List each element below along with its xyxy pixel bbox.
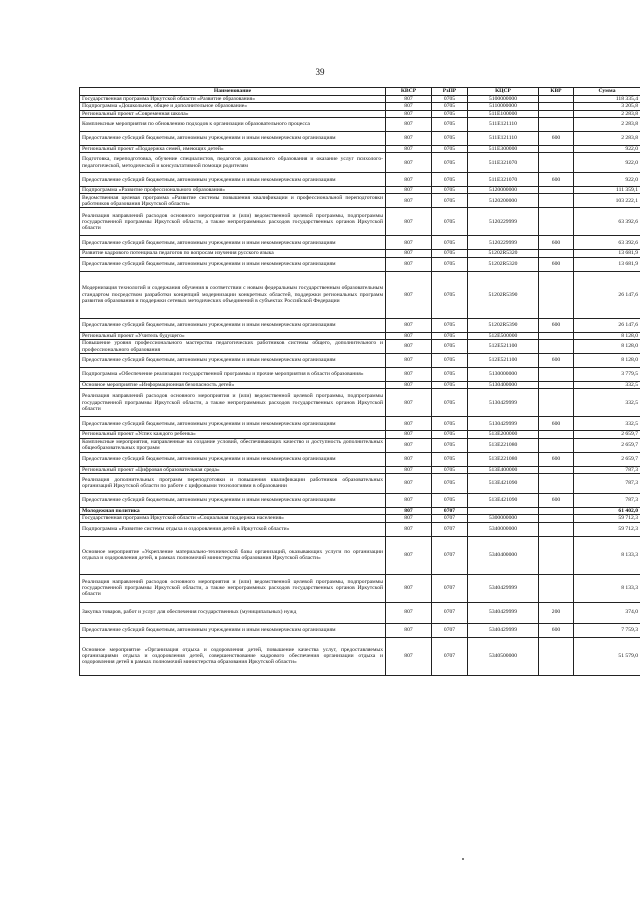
cell-kvr: [539, 522, 574, 536]
cell-name: Предоставление субсидий бюджетным, автономным учреждениям и иным некоммерческим организациям: [80, 623, 386, 637]
table-row: [80, 515, 640, 522]
cell-rzpr: 0705: [432, 340, 468, 354]
cell-name: Предоставление субсидий бюджетным, автономным учреждениям и иным некоммерческим организациям: [80, 318, 386, 332]
cell-name: Предоставление субсидий бюджетным, автономным учреждениям и иным некоммерческим организациям: [80, 493, 386, 507]
table-row: [80, 438, 640, 452]
cell-kcsr: 5130429999: [468, 389, 539, 417]
cell-kvr: 600: [539, 452, 574, 466]
cell-kvsr: 807: [386, 173, 432, 187]
cell-sum: 922,0: [574, 145, 640, 152]
cell-kvsr: 807: [386, 438, 432, 452]
cell-name: Молодежная политика: [80, 507, 386, 514]
table-row: [80, 507, 640, 514]
cell-rzpr: 0705: [432, 332, 468, 339]
cell-rzpr: 0705: [432, 368, 468, 382]
cell-kvr: [539, 110, 574, 117]
cell-kvsr: 807: [386, 368, 432, 382]
cell-name: Реализация дополнительных программ переподготовки и повышения квалификации работников образовательных организаций Иркутской области по работе с цифровыми технологиями в образовании: [80, 473, 386, 493]
cell-name: Подпрограмма «Развитие системы отдыха и оздоровления детей в Иркутской области»: [80, 522, 386, 536]
cell-kvr: 600: [539, 173, 574, 187]
table-row: [80, 354, 640, 368]
cell-kvsr: 807: [386, 354, 432, 368]
cell-kcsr: 513E221080: [468, 438, 539, 452]
page-number: 39: [315, 67, 325, 77]
cell-kvsr: 807: [386, 417, 432, 431]
cell-kvr: [539, 145, 574, 152]
cell-kvsr: 807: [386, 452, 432, 466]
cell-name: Комплексные мероприятия по обновлению подходов к организации образовательного процесса: [80, 117, 386, 131]
cell-kvr: [539, 250, 574, 257]
cell-rzpr: 0705: [432, 473, 468, 493]
cell-kvr: [539, 637, 574, 675]
cell-rzpr: 0707: [432, 522, 468, 536]
cell-name: Подпрограмма «Развитие профессионального образования»: [80, 187, 386, 194]
header-name: Наименование: [80, 88, 386, 96]
table-row: [80, 145, 640, 152]
cell-sum: 3 779,5: [574, 368, 640, 382]
cell-kcsr: 51202R5390: [468, 271, 539, 318]
cell-kcsr: 513E421090: [468, 493, 539, 507]
cell-rzpr: 0705: [432, 382, 468, 389]
cell-rzpr: 0705: [432, 250, 468, 257]
cell-name: Региональный проект «Современная школа»: [80, 110, 386, 117]
cell-sum: 111 359,1: [574, 187, 640, 194]
cell-kvr: 600: [539, 257, 574, 271]
cell-name: Основное мероприятие «Укрепление материально-технической базы организаций, оказывающих услуги по организации отдыха и оздоровления детей, в рамках полномочий министерства образования Иркутской области»: [80, 536, 386, 574]
cell-kcsr: 511E121110: [468, 131, 539, 145]
cell-kvsr: 807: [386, 522, 432, 536]
cell-name: Предоставление субсидий бюджетным, автономным учреждениям и иным некоммерческим организациям: [80, 257, 386, 271]
table-row: [80, 194, 640, 208]
cell-kcsr: 5130000000: [468, 368, 539, 382]
cell-sum: 59 712,3: [574, 522, 640, 536]
cell-kvr: [539, 438, 574, 452]
cell-kvr: 600: [539, 354, 574, 368]
table-row: [80, 431, 640, 438]
header-kvr: КВР: [539, 88, 574, 96]
cell-kcsr: 511E121110: [468, 117, 539, 131]
cell-sum: 59 712,3: [574, 515, 640, 522]
cell-name: Региональный проект «Учитель будущего»: [80, 332, 386, 339]
cell-name: Основное мероприятие «Информационная безопасность детей»: [80, 382, 386, 389]
table-row: [80, 536, 640, 574]
cell-kvr: [539, 271, 574, 318]
cell-kvr: [539, 473, 574, 493]
cell-kvsr: 807: [386, 257, 432, 271]
cell-kvsr: 807: [386, 507, 432, 514]
cell-kcsr: 5100000000: [468, 96, 539, 103]
cell-rzpr: 0705: [432, 187, 468, 194]
cell-sum: 2 283,8: [574, 131, 640, 145]
cell-kvsr: 807: [386, 574, 432, 602]
cell-sum: 3 205,8: [574, 103, 640, 110]
cell-kvr: 600: [539, 493, 574, 507]
cell-rzpr: 0705: [432, 493, 468, 507]
cell-rzpr: 0705: [432, 117, 468, 131]
cell-kvr: 600: [539, 417, 574, 431]
cell-sum: 13 681,9: [574, 257, 640, 271]
cell-rzpr: 0705: [432, 431, 468, 438]
table-row: [80, 271, 640, 318]
cell-kcsr: [468, 507, 539, 514]
cell-kvsr: 807: [386, 96, 432, 103]
table-row: [80, 466, 640, 473]
cell-kvsr: 807: [386, 382, 432, 389]
cell-rzpr: 0705: [432, 417, 468, 431]
cell-rzpr: 0707: [432, 536, 468, 574]
cell-kvsr: 807: [386, 493, 432, 507]
cell-rzpr: 0705: [432, 145, 468, 152]
cell-sum: 103 222,1: [574, 194, 640, 208]
table-row: [80, 250, 640, 257]
cell-sum: 118 335,4: [574, 96, 640, 103]
cell-name: Государственная программа Иркутской области «Развитие образования»: [80, 96, 386, 103]
cell-sum: 787,3: [574, 493, 640, 507]
cell-kvr: 200: [539, 602, 574, 623]
cell-kvr: [539, 536, 574, 574]
cell-sum: 332,5: [574, 389, 640, 417]
cell-name: Региональный проект «Успех каждого ребенка»: [80, 431, 386, 438]
table-row: [80, 236, 640, 250]
cell-kcsr: 512E500000: [468, 332, 539, 339]
cell-rzpr: 0705: [432, 236, 468, 250]
cell-rzpr: 0705: [432, 131, 468, 145]
cell-name: Региональный проект «Поддержка семей, имеющих детей»: [80, 145, 386, 152]
header-kvsr: КВСР: [386, 88, 432, 96]
cell-kcsr: 513E421090: [468, 473, 539, 493]
cell-kvr: [539, 431, 574, 438]
cell-sum: 8 128,0: [574, 332, 640, 339]
cell-kcsr: 513E200000: [468, 431, 539, 438]
cell-kcsr: 513E221080: [468, 452, 539, 466]
cell-kcsr: 5120200000: [468, 194, 539, 208]
cell-sum: 332,5: [574, 382, 640, 389]
cell-kvr: 600: [539, 236, 574, 250]
table-row: [80, 153, 640, 173]
cell-name: Предоставление субсидий бюджетным, автономным учреждениям и иным некоммерческим организациям: [80, 417, 386, 431]
cell-sum: 26 147,6: [574, 318, 640, 332]
table-row: [80, 96, 640, 103]
cell-sum: 8 128,0: [574, 340, 640, 354]
cell-name: Реализация направлений расходов основного мероприятия и (или) ведомственной целевой программы, подпрограммы государственной программы Иркутской области, а также непрограммных расходов государственных органов Иркутской области: [80, 574, 386, 602]
cell-kvsr: 807: [386, 431, 432, 438]
cell-kvsr: 807: [386, 194, 432, 208]
cell-name: Развитие кадрового потенциала педагогов по вопросам изучения русского языка: [80, 250, 386, 257]
table-row: [80, 131, 640, 145]
cell-sum: 2 659,7: [574, 438, 640, 452]
table-header-row: [80, 88, 640, 96]
cell-rzpr: 0705: [432, 452, 468, 466]
cell-rzpr: 0705: [432, 96, 468, 103]
cell-sum: 2 283,8: [574, 117, 640, 131]
table-row: [80, 332, 640, 339]
cell-kvr: [539, 153, 574, 173]
cell-kcsr: 5340400000: [468, 536, 539, 574]
cell-rzpr: 0705: [432, 318, 468, 332]
scan-artifact: [462, 858, 464, 860]
cell-name: Региональный проект «Цифровая образовательная среда»: [80, 466, 386, 473]
table-row: [80, 103, 640, 110]
cell-kcsr: 5300000000: [468, 515, 539, 522]
cell-kcsr: 511E300000: [468, 145, 539, 152]
cell-kvr: [539, 389, 574, 417]
cell-kcsr: 5340429999: [468, 574, 539, 602]
table-row: [80, 110, 640, 117]
cell-rzpr: 0707: [432, 574, 468, 602]
cell-sum: 51 579,0: [574, 637, 640, 675]
cell-rzpr: 0705: [432, 110, 468, 117]
table-body: [80, 96, 640, 676]
cell-kvr: [539, 507, 574, 514]
cell-rzpr: 0705: [432, 173, 468, 187]
cell-kcsr: 5340000000: [468, 522, 539, 536]
cell-sum: 787,3: [574, 473, 640, 493]
cell-kvsr: 807: [386, 187, 432, 194]
cell-kvr: [539, 194, 574, 208]
cell-kvr: [539, 515, 574, 522]
cell-kcsr: 51202R5320: [468, 257, 539, 271]
cell-name: Предоставление субсидий бюджетным, автономным учреждениям и иным некоммерческим организациям: [80, 236, 386, 250]
cell-kvsr: 807: [386, 318, 432, 332]
cell-kvsr: 807: [386, 250, 432, 257]
header-kcsr: КЦСР: [468, 88, 539, 96]
cell-name: Повышение уровня профессионального мастерства педагогических работников системы общего, дополнительного и профессионального образования: [80, 340, 386, 354]
cell-sum: 13 681,9: [574, 250, 640, 257]
cell-kvr: [539, 208, 574, 236]
cell-kcsr: 513E400000: [468, 466, 539, 473]
cell-kvsr: 807: [386, 236, 432, 250]
table-row: [80, 473, 640, 493]
cell-kcsr: 5340500000: [468, 637, 539, 675]
cell-kvsr: 807: [386, 602, 432, 623]
table-row: [80, 318, 640, 332]
table-row: [80, 637, 640, 675]
table-row: [80, 493, 640, 507]
cell-sum: 787,3: [574, 466, 640, 473]
cell-kcsr: 51202R5390: [468, 318, 539, 332]
table-row: [80, 623, 640, 637]
cell-kcsr: 511E321070: [468, 153, 539, 173]
cell-kvsr: 807: [386, 208, 432, 236]
cell-name: Предоставление субсидий бюджетным, автономным учреждениям и иным некоммерческим организациям: [80, 452, 386, 466]
cell-kvsr: 807: [386, 473, 432, 493]
cell-kcsr: 511E321070: [468, 173, 539, 187]
cell-rzpr: 0707: [432, 602, 468, 623]
cell-kvsr: 807: [386, 340, 432, 354]
cell-name: Государственная программа Иркутской области «Социальная поддержка населения»: [80, 515, 386, 522]
cell-sum: 8 128,0: [574, 354, 640, 368]
cell-kcsr: 5130400000: [468, 382, 539, 389]
cell-kvsr: 807: [386, 117, 432, 131]
cell-name: Реализация направлений расходов основного мероприятия и (или) ведомственной целевой программы, подпрограммы государственной программы Иркутской области, а также непрограммных расходов государственных органов Иркутской области: [80, 389, 386, 417]
cell-rzpr: 0705: [432, 208, 468, 236]
header-sum: Сумма: [574, 88, 640, 96]
cell-kvr: [539, 117, 574, 131]
table-row: [80, 452, 640, 466]
cell-name: Предоставление субсидий бюджетным, автономным учреждениям и иным некоммерческим организациям: [80, 354, 386, 368]
cell-sum: 61 402,0: [574, 507, 640, 514]
cell-kvsr: 807: [386, 103, 432, 110]
cell-sum: 922,0: [574, 153, 640, 173]
cell-kcsr: 5340429999: [468, 623, 539, 637]
cell-kvr: 600: [539, 318, 574, 332]
cell-rzpr: 0707: [432, 623, 468, 637]
cell-kvr: 600: [539, 131, 574, 145]
cell-kvr: [539, 103, 574, 110]
cell-kvr: [539, 332, 574, 339]
cell-kvsr: 807: [386, 131, 432, 145]
cell-sum: 8 133,3: [574, 574, 640, 602]
cell-kvsr: 807: [386, 271, 432, 318]
cell-kcsr: 5120000000: [468, 187, 539, 194]
cell-name: Подпрограмма «Дошкольное, общее и дополнительное образование»: [80, 103, 386, 110]
cell-rzpr: 0707: [432, 515, 468, 522]
table-row: [80, 382, 640, 389]
cell-sum: 2 659,7: [574, 431, 640, 438]
cell-rzpr: 0705: [432, 354, 468, 368]
cell-kvr: [539, 340, 574, 354]
cell-kvr: [539, 382, 574, 389]
cell-kvsr: 807: [386, 389, 432, 417]
table-row: [80, 257, 640, 271]
table-row: [80, 602, 640, 623]
cell-rzpr: 0705: [432, 271, 468, 318]
cell-rzpr: 0705: [432, 103, 468, 110]
cell-kcsr: 51202R5320: [468, 250, 539, 257]
cell-kvsr: 807: [386, 332, 432, 339]
cell-rzpr: 0707: [432, 507, 468, 514]
table-row: [80, 389, 640, 417]
cell-name: Подготовка, переподготовка, обучение специалистов, педагогов дошкольного образования и оказание услуг психолого-педагогической, методической и консультативной помощи родителям: [80, 153, 386, 173]
cell-rzpr: 0705: [432, 466, 468, 473]
cell-rzpr: 0705: [432, 438, 468, 452]
table-row: [80, 340, 640, 354]
cell-name: Закупка товаров, работ и услуг для обеспечения государственных (муниципальных) нужд: [80, 602, 386, 623]
table-row: [80, 574, 640, 602]
cell-rzpr: 0705: [432, 257, 468, 271]
table-row: [80, 522, 640, 536]
cell-name: Ведомственная целевая программа «Развитие системы повышения квалификации и профессиональной переподготовки работников образования Иркутской области»: [80, 194, 386, 208]
cell-kvsr: 807: [386, 515, 432, 522]
cell-rzpr: 0707: [432, 637, 468, 675]
table-row: [80, 117, 640, 131]
cell-sum: 2 659,7: [574, 452, 640, 466]
cell-name: Основное мероприятие «Организация отдыха и оздоровления детей, повышение качества услуг, предоставляемых организациями отдыха и оздоровления детей, совершенствование кадрового обеспечения организации отдыха и оздоровления детей в рамках полномочий министерства образования Иркутской области»: [80, 637, 386, 675]
cell-kcsr: 511E100000: [468, 110, 539, 117]
cell-kvr: 600: [539, 623, 574, 637]
cell-kvsr: 807: [386, 110, 432, 117]
cell-sum: 63 392,6: [574, 236, 640, 250]
cell-rzpr: 0705: [432, 153, 468, 173]
cell-kvr: [539, 368, 574, 382]
cell-name: Предоставление субсидий бюджетным, автономным учреждениям и иным некоммерческим организациям: [80, 131, 386, 145]
cell-sum: 374,0: [574, 602, 640, 623]
cell-name: Предоставление субсидий бюджетным, автономным учреждениям и иным некоммерческим организациям: [80, 173, 386, 187]
cell-kvsr: 807: [386, 466, 432, 473]
cell-kcsr: 5120229999: [468, 208, 539, 236]
cell-kvsr: 807: [386, 637, 432, 675]
table-row: [80, 208, 640, 236]
cell-sum: 26 147,6: [574, 271, 640, 318]
header-rzpr: РзПР: [432, 88, 468, 96]
cell-kvr: [539, 96, 574, 103]
cell-name: Реализация направлений расходов основного мероприятия и (или) ведомственной целевой программы, подпрограммы государственной программы Иркутской области, а также непрограммных расходов государственных органов Иркутской области: [80, 208, 386, 236]
cell-kvsr: 807: [386, 536, 432, 574]
cell-kvsr: 807: [386, 153, 432, 173]
cell-sum: 63 392,6: [574, 208, 640, 236]
cell-sum: 7 759,3: [574, 623, 640, 637]
cell-sum: 8 133,3: [574, 536, 640, 574]
table-row: [80, 187, 640, 194]
table-row: [80, 173, 640, 187]
cell-rzpr: 0705: [432, 389, 468, 417]
cell-kcsr: 5110000000: [468, 103, 539, 110]
cell-kvr: [539, 187, 574, 194]
cell-kvsr: 807: [386, 145, 432, 152]
cell-kvsr: 807: [386, 623, 432, 637]
cell-kcsr: 512E521100: [468, 354, 539, 368]
cell-sum: 2 283,8: [574, 110, 640, 117]
cell-rzpr: 0705: [432, 194, 468, 208]
table-row: [80, 368, 640, 382]
cell-name: Комплексные мероприятия, направленные на создание условий, обеспечивающих качество и доступность дополнительных общеобразовательных программ: [80, 438, 386, 452]
cell-kcsr: 5340429999: [468, 602, 539, 623]
cell-name: Модернизация технологий и содержания обучения в соответствии с новым федеральным государственным образовательным стандартом посредством разработки концепций модернизации конкретных областей, поддержки региональных программ развития образования и поддержки сетевых методических объединений в субъектах Российской Федерации: [80, 271, 386, 318]
cell-kcsr: 5130429999: [468, 417, 539, 431]
cell-kvr: [539, 574, 574, 602]
table-row: [80, 417, 640, 431]
cell-sum: 922,0: [574, 173, 640, 187]
cell-kcsr: 5120229999: [468, 236, 539, 250]
cell-name: Подпрограмма «Обеспечение реализации государственной программы и прочие мероприятия в области образования»: [80, 368, 386, 382]
budget-table: [79, 87, 640, 676]
cell-kcsr: 512E521100: [468, 340, 539, 354]
cell-sum: 332,5: [574, 417, 640, 431]
cell-kvr: [539, 466, 574, 473]
